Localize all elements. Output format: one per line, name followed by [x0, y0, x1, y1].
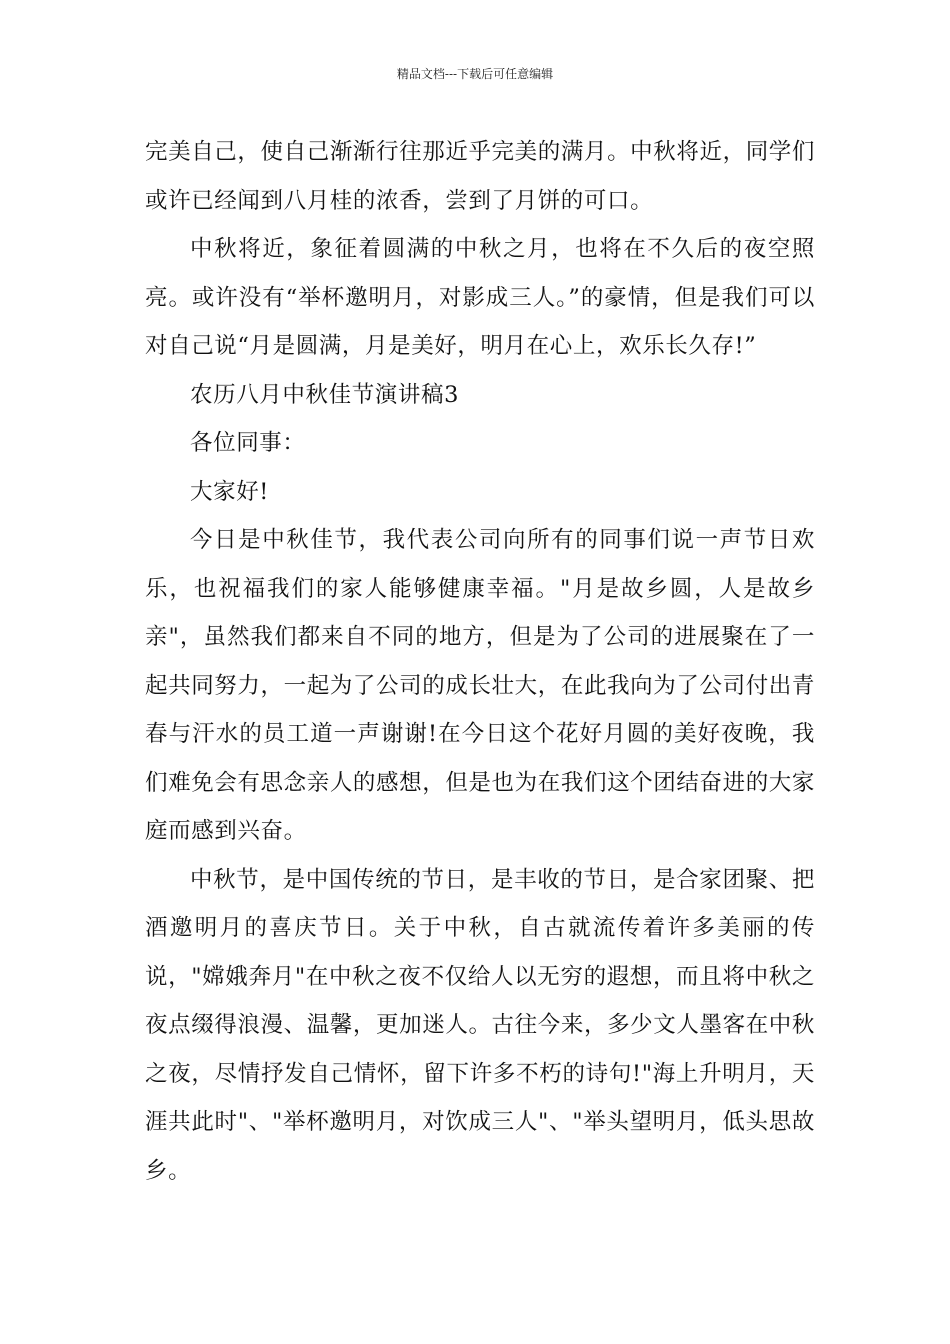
paragraph-2: 中秋将近，象征着圆满的中秋之月，也将在不久后的夜空照亮。或许没有“举杯邀明月，对影成三人。”的豪情，但是我们可以对自己说“月是圆满，月是美好，明月在心上，欢乐长久存!” — [145, 236, 815, 359]
page-header: 精品文档---下载后可任意编辑 — [396, 67, 554, 81]
section-title: 农历八月中秋佳节演讲稿3 — [190, 381, 460, 408]
salutation: 各位同事： — [190, 430, 306, 456]
paragraph-4: 中秋节，是中国传统的节日，是丰收的节日，是合家团聚、把酒邀明月的喜庆节日。关于中秋，自古就流传着许多美丽的传说，"嫦娥奔月"在中秋之夜不仅给人以无穷的遐想，而且将中秋之夜点缀得浪漫、温馨，更加迷人。古往今来，多少文人墨客在中秋之夜，尽情抒发自己情怀，留下许多不朽的诗句!"海上升明月，天涯共此时"、"举杯邀明月，对饮成三人"、"举头望明月，低头思故乡。 — [145, 866, 815, 1184]
paragraph-3: 今日是中秋佳节，我代表公司向所有的同事们说一声节日欢乐，也祝福我们的家人能够健康幸福。"月是故乡圆，人是故乡亲"，虽然我们都来自不同的地方，但是为了公司的进展聚在了一起共同努力，一起为了公司的成长壮大，在此我向为了公司付出青春与汗水的员工道一声谢谢!在今日这个花好月圆的美好夜晚，我们难免会有思念亲人的感想，但是也为在我们这个团结奋进的大家庭而感到兴奋。 — [145, 527, 815, 844]
paragraph-1: 完美自己，使自己渐渐行往那近乎完美的满月。中秋将近，同学们或许已经闻到八月桂的浓香，尝到了月饼的可口。 — [145, 139, 815, 214]
greeting: 大家好! — [190, 478, 269, 505]
document-body — [145, 128, 815, 1195]
